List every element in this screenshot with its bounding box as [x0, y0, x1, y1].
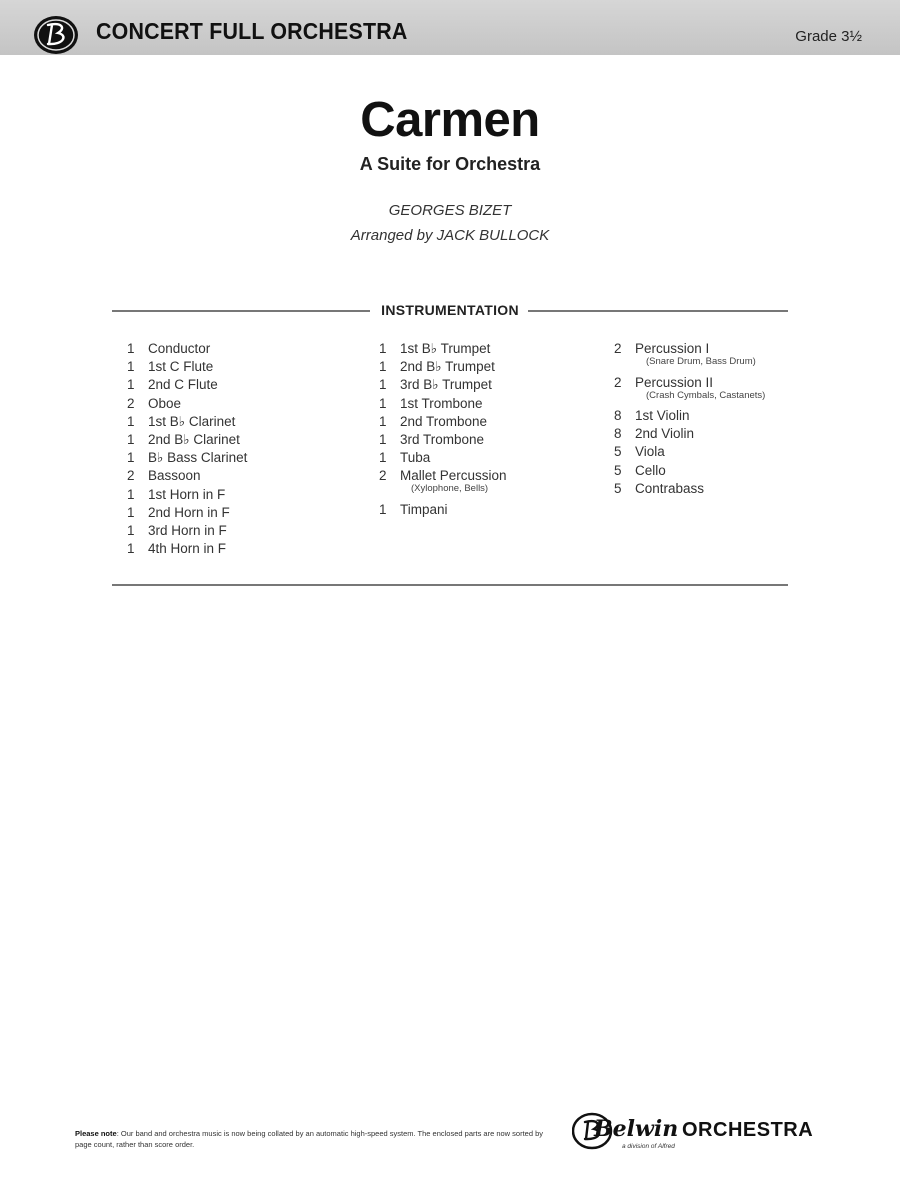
collation-note: [75, 1128, 555, 1150]
brand-division: a division of Alfred: [622, 1143, 675, 1150]
brand-suffix: ORCHESTRA: [682, 1119, 814, 1141]
instrument-name: Viola: [635, 444, 665, 460]
piece-subtitle: A Suite for Orchestra: [359, 154, 541, 174]
composer: GEORGES BIZET: [388, 202, 512, 219]
instrument-name: 3rd Horn in F: [148, 522, 227, 538]
instrument-name: Contrabass: [635, 480, 705, 496]
instrument-row: [379, 396, 619, 414]
instrument-row: [614, 444, 854, 462]
note-text: : Our band and orchestra music is now being collated by an automatic high-speed system. The enclosed parts are now sorted by page count, rather than score order.: [75, 1129, 544, 1149]
instrument-quantity: 1: [379, 501, 387, 517]
instrument-note: (Snare Drum, Bass Drum): [646, 356, 756, 367]
instrument-quantity: 1: [379, 377, 387, 393]
instrument-name: 2nd Trombone: [400, 413, 488, 429]
grade-label: Grade 3½: [795, 28, 862, 45]
instrument-name: Percussion I: [635, 341, 710, 356]
instrument-name: Cello: [635, 462, 666, 478]
instrument-quantity: 1: [127, 341, 135, 356]
instrument-name: 2nd B♭ Clarinet: [148, 431, 240, 447]
instrument-name: 2nd C Flute: [148, 377, 218, 393]
instrument-quantity: 5: [614, 462, 622, 478]
instrument-name: 4th Horn in F: [148, 541, 227, 557]
instrument-quantity: 1: [379, 359, 387, 375]
instrument-note: (Crash Cymbals, Castanets): [646, 389, 766, 401]
instrument-column-1: [127, 341, 367, 559]
instrument-row: [614, 463, 854, 481]
instrument-quantity: 1: [127, 450, 135, 466]
instrument-quantity: 1: [379, 395, 387, 411]
instrument-name: Bassoon: [148, 468, 201, 484]
brand-name: Belwin: [594, 1116, 679, 1142]
instrument-quantity: 1: [379, 413, 387, 429]
instrument-quantity: 8: [614, 426, 622, 442]
instrument-row: [614, 375, 854, 409]
instrument-row: [127, 396, 367, 414]
instrument-name: Mallet Percussion: [400, 468, 507, 484]
heading-rule-right: [528, 310, 788, 312]
instrument-row: [614, 408, 854, 426]
arranger: Arranged by JACK BULLOCK: [350, 227, 550, 244]
instrument-row: [379, 502, 619, 520]
instrument-quantity: 1: [127, 541, 135, 557]
instrument-row: [127, 505, 367, 523]
instrument-row: [127, 541, 367, 559]
instrument-row: [127, 468, 367, 486]
instrument-name: 1st Horn in F: [148, 486, 226, 502]
instrument-row: [127, 523, 367, 541]
instrument-quantity: 1: [127, 486, 135, 502]
instrument-quantity: 2: [379, 468, 387, 484]
header-bar: [0, 0, 900, 55]
instrument-quantity: 1: [127, 522, 135, 538]
instrument-name: 1st B♭ Clarinet: [148, 413, 236, 429]
belwin-logo-icon: [32, 13, 80, 57]
instrument-row: [614, 481, 854, 499]
instrument-row: [127, 341, 367, 359]
instrument-name: 3rd B♭ Trumpet: [400, 377, 492, 393]
instrument-quantity: 5: [614, 480, 622, 496]
piece-title: Carmen: [360, 93, 540, 147]
instrument-name: B♭ Bass Clarinet: [148, 450, 248, 466]
instrument-quantity: 1: [127, 377, 135, 393]
instrument-row: [379, 377, 619, 395]
instrument-row: [379, 450, 619, 468]
instrument-row: [127, 432, 367, 450]
belwin-orchestra-logo: [572, 1108, 832, 1158]
note-label: Please note: [75, 1129, 117, 1138]
instrument-quantity: 5: [614, 444, 622, 460]
instrument-row: [379, 468, 619, 502]
instrument-row: [614, 426, 854, 444]
instrument-name: Oboe: [148, 395, 182, 411]
instrumentation-heading: INSTRUMENTATION: [381, 302, 519, 318]
series-title: CONCERT FULL ORCHESTRA: [96, 18, 408, 44]
instrument-row: [127, 487, 367, 505]
instrument-row: [127, 450, 367, 468]
instrument-row: [379, 359, 619, 377]
instrument-quantity: 1: [379, 341, 387, 356]
bottom-rule: [112, 584, 788, 586]
instrument-quantity: 2: [614, 374, 622, 390]
instrument-quantity: 1: [379, 450, 387, 466]
instrument-row: [379, 414, 619, 432]
instrument-column-3: [614, 341, 854, 499]
instrument-row: [614, 341, 854, 375]
instrument-quantity: 1: [127, 504, 135, 520]
instrument-quantity: 1: [379, 431, 387, 447]
instrument-name: 1st B♭ Trumpet: [400, 341, 491, 356]
instrument-row: [127, 377, 367, 395]
instrument-name: Tuba: [400, 450, 431, 466]
instrument-row: [127, 414, 367, 432]
instrument-column-2: [379, 341, 619, 520]
instrument-row: [127, 359, 367, 377]
instrument-quantity: 2: [614, 341, 622, 356]
instrument-row: [379, 432, 619, 450]
instrument-quantity: 8: [614, 408, 622, 423]
instrument-name: Percussion II: [635, 374, 714, 390]
instrument-quantity: 1: [127, 431, 135, 447]
instrument-name: 2nd Horn in F: [148, 504, 230, 520]
instrument-row: [379, 341, 619, 359]
instrument-name: Timpani: [400, 501, 448, 517]
instrument-quantity: 1: [127, 413, 135, 429]
instrument-quantity: 2: [127, 468, 135, 484]
instrument-quantity: 1: [127, 359, 135, 375]
instrument-quantity: 2: [127, 395, 135, 411]
instrument-name: 2nd Violin: [635, 426, 695, 442]
instrument-name: 1st Trombone: [400, 395, 483, 411]
instrument-name: 2nd B♭ Trumpet: [400, 359, 495, 375]
instrument-name: 1st Violin: [635, 408, 690, 423]
instrument-name: 3rd Trombone: [400, 431, 485, 447]
instrument-name: 1st C Flute: [148, 359, 214, 375]
instrument-note: (Xylophone, Bells): [411, 483, 489, 495]
instrument-name: Conductor: [148, 341, 211, 356]
